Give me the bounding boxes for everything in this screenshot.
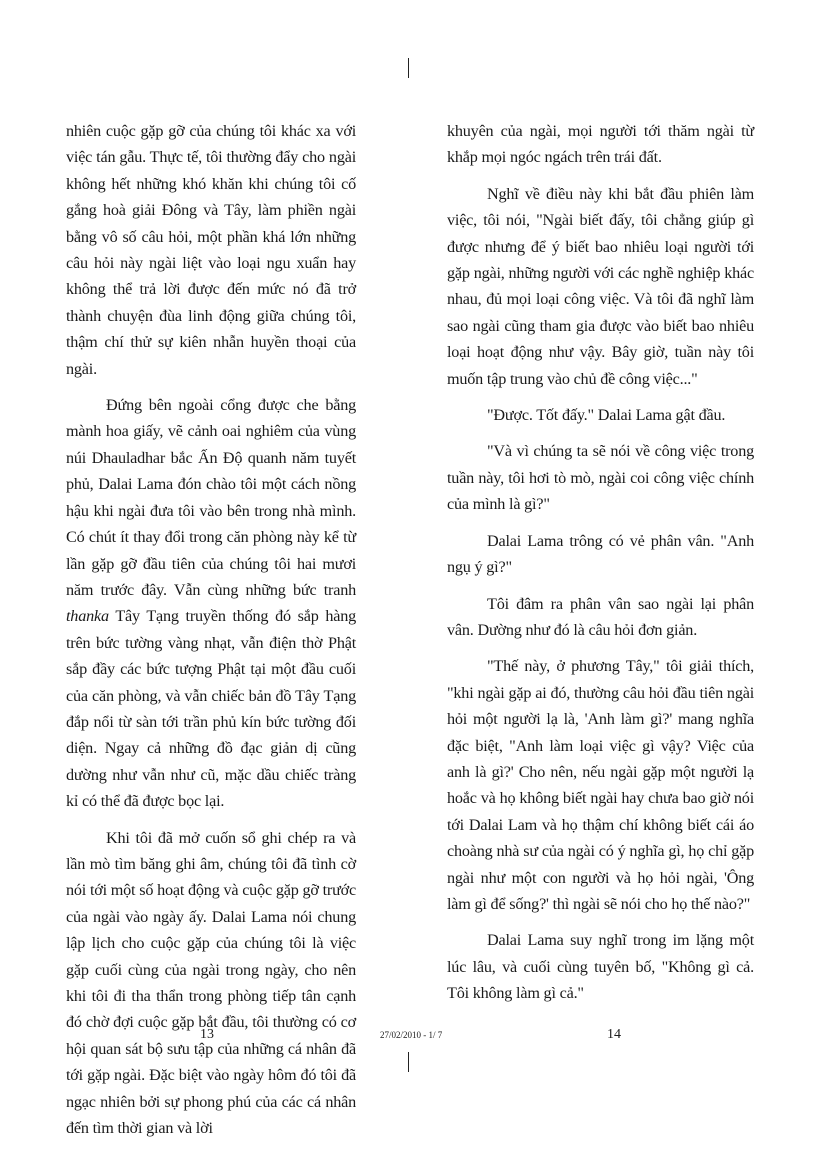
left-page-column bbox=[66, 118, 356, 1151]
paragraph: Khi tôi đã mở cuốn sổ ghi chép ra và lần mò tìm băng ghi âm, chúng tôi đã tình cờ nói tới một số hoạt động và cuộc gặp gỡ trước của ngài vào ngày ấy. Dalai Lama nói chung lập lịch cho cuộc gặp của chúng tôi là việc gặp cuối cùng của ngài trong ngày, cho nên khi tôi đi tha thẩn trong phòng tiếp tân cạnh đó chờ đợi cuộc gặp bắt đầu, tôi thường có cơ hội quan sát bộ sưu tập của những cá nhân đã tới gặp ngài. Đặc biệt vào ngày hôm đó tôi đã ngạc nhiên bởi sự phong phú của các cá nhân đến tìm thời gian và lời bbox=[66, 828, 356, 1138]
paragraph: "Được. Tốt đấy." Dalai Lama gật đầu. bbox=[487, 406, 726, 425]
paragraph: nhiên cuộc gặp gỡ của chúng tôi khác xa với việc tán gẫu. Thực tế, tôi thường đẩy cho ngài không hết những khó khăn khi chúng tôi cố gắng hoà giải Đông và Tây, làm phiền ngài bằng vô số câu hỏi, một phần khá lớn những câu hỏi này ngài liệt vào loại ngu xuẩn hay không thể trả lời được đến mức nó đã trở thành chuyện đùa linh động giữa chúng tôi, thậm chí thử sự kiên nhẫn huyền thoại của ngài. bbox=[66, 122, 356, 378]
paragraph: "Thế này, ở phương Tây," tôi giải thích, "khi ngài gặp ai đó, thường câu hỏi đầu tiên ngài hỏi một người lạ là, 'Anh làm gì?' mang nghĩa đặc biệt, "Anh làm loại việc gì vậy? Việc của anh là gì?' Cho nên, nếu ngài gặp một người lạ hoắc và họ không biết ngài hay chưa bao giờ nói tới Dalai Lam và họ thậm chí không biết cái áo choàng nhà sư của ngài có ý nghĩa gì, họ chỉ gặp ngài như một con người và họ hỏi ngài, 'Ông làm gì để sống?' thì ngài sẽ nói cho họ thế nào?" bbox=[447, 657, 754, 913]
paragraph: Dalai Lama suy nghĩ trong im lặng một lúc lâu, và cuối cùng tuyên bố, "Không gì cả. Tôi không làm gì cả." bbox=[447, 931, 754, 1003]
paragraph: "Và vì chúng ta sẽ nói về công việc trong tuần này, tôi hơi tò mò, ngài coi công việc chính của mình là gì?" bbox=[447, 442, 754, 514]
italic-term: thanka bbox=[66, 607, 109, 626]
right-page-column bbox=[447, 118, 754, 1017]
paragraph: Nghĩ về điều này khi bắt đầu phiên làm việc, tôi nói, "Ngài biết đấy, tôi chẳng giúp gì được nhưng để ý biết bao nhiêu loại người tới gặp ngài, những người với các nghề nghiệp khác nhau, đủ mọi loại công việc. Và tôi đã nghĩ làm sao ngài cũng tham gia được vào biết bao nhiêu loại hoạt động như vậy. Bây giờ, tuần này tôi muốn tập trung vào chủ đề công việc..." bbox=[447, 184, 754, 388]
paragraph: Tôi đâm ra phân vân sao ngài lại phân vân. Dường như đó là câu hỏi đơn giản. bbox=[447, 594, 754, 639]
page-number-right: 14 bbox=[607, 1027, 621, 1042]
crop-mark-top bbox=[408, 58, 409, 78]
page-number-left: 13 bbox=[200, 1027, 214, 1042]
paragraph-text: Đứng bên ngoài cổng được che bằng mành hoa giấy, vẽ cảnh oai nghiêm của vùng núi Dhauladhar bắc Ấn Độ quanh năm tuyết phủ, Dalai Lama đón chào tôi một cách nồng hậu khi ngài đưa tôi vào bên trong nhà mình. Có chút ít thay đổi trong căn phòng này kể từ lần gặp gỡ đầu tiên của chúng tôi hai mươi năm trước đây. Vẫn cùng những bức tranh bbox=[66, 396, 356, 599]
paragraph: Dalai Lama trông có vẻ phân vân. "Anh ngụ ý gì?" bbox=[447, 531, 754, 577]
crop-mark-bottom bbox=[408, 1052, 409, 1072]
footer-date-stamp: 27/02/2010 - 1/ 7 bbox=[380, 1030, 443, 1040]
paragraph-text: Tây Tạng truyền thống đó sắp hàng trên bức tường vàng nhạt, vẫn điện thờ Phật sắp đầy các bức tượng Phật tại một đầu cuối của căn phòng, và vẫn chiếc bản đồ Tây Tạng đắp nổi từ sàn tới trần phủ kín bức tường đối diện. Ngay cả những đồ đạc giản dị cũng dường như vẫn như cũ, mặc dầu chiếc tràng kỉ có thể đã được bọc lại. bbox=[66, 607, 356, 811]
paragraph: khuyên của ngài, mọi người tới thăm ngài từ khắp mọi ngóc ngách trên trái đất. bbox=[447, 122, 754, 167]
paragraph bbox=[66, 392, 356, 815]
